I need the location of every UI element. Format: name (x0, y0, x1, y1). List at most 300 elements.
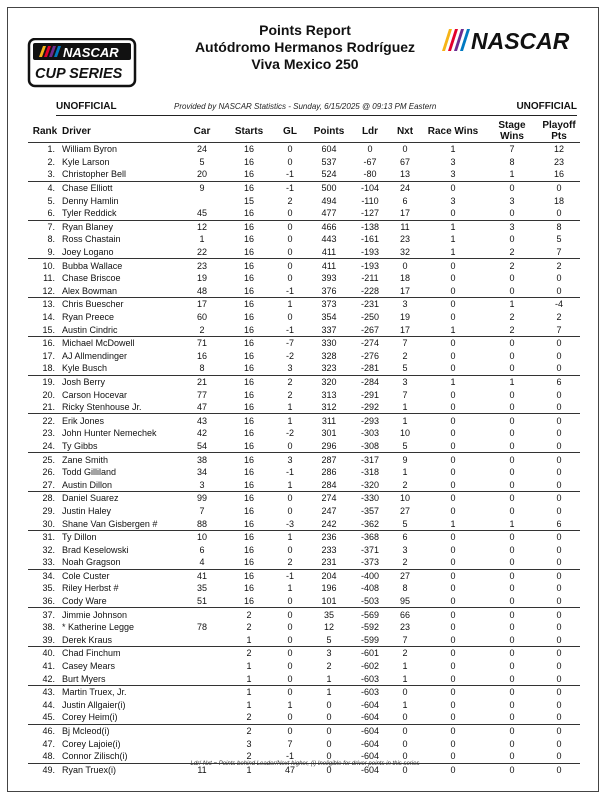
cell-car (178, 672, 226, 685)
cell-ldr: -601 (350, 647, 390, 660)
cell-starts: 16 (243, 467, 254, 478)
cell-gl: 0 (287, 634, 293, 645)
cell-stage-wins: 0 (486, 181, 538, 194)
cell-nxt: 0 (390, 259, 420, 272)
cell-playoff-pts: 0 (556, 479, 562, 490)
cell-gl: -1 (285, 324, 294, 335)
cell-starts: 2 (226, 724, 272, 737)
cell-starts: 16 (243, 208, 254, 219)
table-row (28, 272, 580, 285)
cell-starts: 16 (226, 181, 272, 194)
cell-playoff-pts: 0 (556, 544, 562, 555)
cell-driver: Corey Lajoie(i) (62, 738, 121, 749)
cell-race-wins: 0 (420, 298, 486, 311)
cell-points: 0 (326, 738, 332, 749)
cell-gl: 0 (287, 673, 293, 684)
cell-starts: 16 (226, 453, 272, 466)
cell-car: 6 (199, 544, 205, 555)
cell-points: 0 (326, 751, 332, 762)
cell-rank: 12. (42, 285, 55, 296)
cell-stage-wins: 3 (509, 195, 515, 206)
cell-car: 38 (178, 453, 226, 466)
cell-points: 196 (321, 583, 337, 594)
cell-ldr: 0 (367, 144, 373, 155)
cell-starts: 1 (226, 685, 272, 698)
cell-playoff-pts: 0 (556, 661, 562, 672)
cell-stage-wins: 1 (509, 518, 515, 529)
cell-points: 494 (321, 195, 337, 206)
cell-ldr: -569 (350, 608, 390, 621)
cell-driver: Shane Van Gisbergen # (62, 518, 158, 529)
cell-nxt: 5 (402, 518, 408, 529)
cell-rank: 4. (28, 181, 62, 194)
cell-points: 286 (321, 467, 337, 478)
cell-ldr: -603 (350, 685, 390, 698)
cell-rank: 35. (42, 583, 55, 594)
table-row (28, 285, 580, 298)
cell-points: 5 (326, 634, 332, 645)
cell-rank: 8. (47, 234, 55, 245)
cell-car: 12 (178, 220, 226, 233)
cell-points: 0 (308, 724, 350, 737)
cell-stage-wins: 0 (509, 350, 515, 361)
cell-driver: Ty Gibbs (62, 440, 98, 451)
cell-nxt: 6 (402, 195, 408, 206)
cell-stage-wins: 0 (509, 467, 515, 478)
cell-car: 23 (178, 259, 226, 272)
cell-starts: 16 (243, 285, 254, 296)
cell-ldr: -67 (363, 156, 377, 167)
cell-driver: Jimmie Johnson (62, 608, 178, 621)
cell-nxt: 7 (402, 634, 408, 645)
cell-driver: Carson Hocevar (62, 389, 128, 400)
table-row (28, 582, 580, 595)
cell-gl: 0 (272, 685, 308, 698)
cell-nxt: 0 (390, 763, 420, 776)
cell-ldr: -320 (360, 479, 379, 490)
cell-car: 42 (196, 428, 207, 439)
cell-nxt: 27 (390, 569, 420, 582)
cell-points: 477 (321, 208, 337, 219)
cell-gl: -1 (285, 467, 294, 478)
cell-stage-wins: 0 (509, 234, 515, 245)
cell-race-wins: 0 (420, 181, 486, 194)
meta-divider (56, 115, 577, 116)
cell-starts: 16 (243, 169, 254, 180)
cell-driver: Burt Myers (62, 673, 106, 684)
table-row (28, 492, 580, 505)
cell-rank: 7. (28, 220, 62, 233)
cell-driver: Brad Keselowski (62, 544, 129, 555)
cell-driver: Todd Gilliland (62, 467, 117, 478)
table-row (28, 699, 580, 712)
cell-race-wins: 0 (450, 699, 456, 710)
cell-ldr: -193 (350, 259, 390, 272)
cell-starts: 16 (243, 144, 254, 155)
cell-playoff-pts: 0 (556, 402, 562, 413)
cell-driver: Cody Ware (62, 596, 107, 607)
table-row (28, 401, 580, 414)
cell-starts: 16 (226, 569, 272, 582)
cell-rank: 25. (28, 453, 62, 466)
cell-stage-wins: 0 (509, 285, 515, 296)
cell-stage-wins: 2 (509, 312, 515, 323)
cell-driver: Martin Truex, Jr. (62, 685, 178, 698)
cell-car (178, 724, 226, 737)
cell-starts: 16 (243, 402, 254, 413)
cell-stage-wins: 2 (509, 247, 515, 258)
cell-rank: 2. (47, 156, 55, 167)
logo-left-top-text: NASCAR (63, 45, 119, 60)
cell-race-wins: 0 (450, 208, 456, 219)
cell-stage-wins: 1 (486, 375, 538, 388)
table-row (28, 168, 580, 181)
table-row (28, 414, 580, 427)
cell-nxt: 7 (402, 389, 408, 400)
cell-playoff-pts: 7 (556, 247, 562, 258)
cell-gl: 1 (272, 530, 308, 543)
cell-rank: 43. (28, 685, 62, 698)
cell-nxt: 13 (399, 169, 410, 180)
cell-ldr: -602 (360, 661, 379, 672)
cell-playoff-pts: 0 (556, 634, 562, 645)
cell-playoff-pts: 6 (538, 375, 580, 388)
cell-points: 301 (321, 428, 337, 439)
cell-points: 537 (321, 156, 337, 167)
cell-ldr: -604 (350, 724, 390, 737)
cell-race-wins: 0 (450, 312, 456, 323)
cell-points: 296 (321, 440, 337, 451)
cell-driver: Chase Elliott (62, 181, 178, 194)
cell-ldr: -110 (361, 195, 379, 206)
table-row (28, 181, 580, 194)
table-row (28, 362, 580, 375)
cell-ldr: -274 (350, 336, 390, 349)
cell-race-wins: 1 (450, 324, 456, 335)
cell-nxt: 17 (399, 208, 410, 219)
cell-playoff-pts: 0 (538, 569, 580, 582)
cell-playoff-pts: 0 (538, 763, 580, 776)
cell-driver: Christopher Bell (62, 169, 127, 180)
cell-ldr: -362 (360, 518, 379, 529)
cell-rank: 31. (28, 530, 62, 543)
cell-nxt: 10 (399, 428, 410, 439)
cell-gl: 0 (287, 234, 293, 245)
cell-stage-wins: 0 (486, 336, 538, 349)
cell-ldr: -250 (360, 312, 379, 323)
cell-race-wins: 0 (420, 492, 486, 505)
cell-rank: 15. (42, 324, 55, 335)
cell-driver: Casey Mears (62, 661, 116, 672)
cell-race-wins: 0 (420, 724, 486, 737)
unofficial-label-right: UNOFFICIAL (516, 101, 577, 112)
cell-car: 19 (196, 273, 207, 284)
table-row (28, 621, 580, 634)
cell-stage-wins: 0 (509, 544, 515, 555)
cell-rank: 30. (42, 518, 55, 529)
nascar-cup-series-logo (27, 38, 137, 88)
table-row (28, 259, 580, 272)
cell-ldr: -408 (360, 583, 379, 594)
cell-starts: 16 (226, 298, 272, 311)
cell-rank: 34. (28, 569, 62, 582)
cell-nxt: 5 (402, 440, 408, 451)
cell-playoff-pts: 0 (556, 622, 562, 633)
cell-rank: 44. (42, 699, 55, 710)
cell-points: 12 (323, 622, 334, 633)
cell-gl: 3 (287, 363, 293, 374)
cell-car: 21 (178, 375, 226, 388)
cell-nxt: 32 (399, 247, 410, 258)
cell-nxt: 19 (399, 312, 410, 323)
cell-points: 328 (321, 350, 337, 361)
cell-points: 411 (321, 247, 337, 258)
cell-rank: 14. (42, 312, 55, 323)
cell-car: 17 (178, 298, 226, 311)
report-title: Points Report (259, 22, 351, 38)
cell-starts: 16 (243, 505, 254, 516)
cell-car: 22 (196, 247, 207, 258)
cell-nxt: 17 (399, 285, 410, 296)
cell-nxt: 0 (402, 751, 408, 762)
cell-stage-wins: 3 (486, 220, 538, 233)
cell-ldr: -127 (360, 208, 379, 219)
cell-car: 54 (196, 440, 207, 451)
cell-car: 43 (178, 414, 226, 427)
cell-race-wins: 0 (450, 285, 456, 296)
table-row (28, 634, 580, 647)
cell-starts: 16 (243, 440, 254, 451)
cell-gl: 0 (287, 312, 293, 323)
cell-starts: 2 (226, 608, 272, 621)
cell-points: 466 (308, 220, 350, 233)
cell-car (178, 194, 226, 207)
cell-playoff-pts: 0 (556, 389, 562, 400)
cell-nxt: 2 (402, 479, 408, 490)
cell-ldr: -373 (360, 557, 379, 568)
cell-car: 99 (178, 492, 226, 505)
cell-driver: Erik Jones (62, 414, 178, 427)
cell-nxt: 10 (390, 492, 420, 505)
cell-gl: 0 (287, 156, 293, 167)
cell-car: 71 (178, 336, 226, 349)
cell-rank: 6. (47, 208, 55, 219)
cell-driver: Justin Allgaier(i) (62, 699, 126, 710)
cell-points: 233 (321, 544, 337, 555)
cell-starts: 1 (226, 763, 272, 776)
cell-playoff-pts: 0 (538, 336, 580, 349)
cell-rank: 48. (42, 751, 55, 762)
cell-rank: 16. (28, 336, 62, 349)
cell-driver: Noah Gragson (62, 557, 121, 568)
cell-ldr: -303 (360, 428, 379, 439)
cell-car (178, 737, 226, 750)
cell-driver: Justin Haley (62, 505, 112, 516)
cell-nxt: 6 (390, 530, 420, 543)
cell-nxt: 0 (402, 712, 408, 723)
cell-race-wins: 0 (450, 712, 456, 723)
table-row (28, 246, 580, 259)
cell-race-wins: 0 (450, 557, 456, 568)
cell-race-wins: 0 (450, 673, 456, 684)
cell-car: 24 (196, 144, 207, 155)
cell-points: 3 (308, 647, 350, 660)
cell-nxt: 7 (390, 336, 420, 349)
cell-points: 35 (308, 608, 350, 621)
report-meta (56, 101, 577, 115)
cell-points: 411 (308, 259, 350, 272)
cell-gl: 0 (287, 712, 293, 723)
cell-car (178, 634, 226, 647)
report-titles (140, 22, 470, 73)
cell-rank: 24. (42, 440, 55, 451)
cell-driver: Ryan Preece (62, 312, 115, 323)
cell-starts: 2 (226, 647, 272, 660)
table-row (28, 233, 580, 246)
cell-rank: 32. (42, 544, 55, 555)
cell-race-wins: 0 (420, 530, 486, 543)
cell-nxt: 67 (399, 156, 410, 167)
cell-starts: 1 (246, 673, 252, 684)
cell-driver: Connor Zilisch(i) (62, 751, 128, 762)
cell-points: 354 (321, 312, 337, 323)
cell-rank: 18. (42, 363, 55, 374)
cell-playoff-pts: 0 (538, 492, 580, 505)
col-header-points: Points (308, 120, 350, 143)
cell-stage-wins: 0 (509, 389, 515, 400)
cell-gl: 0 (287, 505, 293, 516)
cell-playoff-pts: 0 (556, 751, 562, 762)
cell-rank: 1. (47, 144, 55, 155)
cell-race-wins: 1 (420, 375, 486, 388)
logo-right-text: NASCAR (471, 28, 570, 53)
cell-gl: 2 (287, 195, 293, 206)
cell-starts: 16 (226, 336, 272, 349)
cell-points: 313 (321, 389, 337, 400)
col-header-rank: Rank (28, 120, 62, 143)
cell-gl: 2 (287, 557, 293, 568)
cell-ldr: -604 (360, 738, 379, 749)
cell-rank: 3. (47, 169, 55, 180)
cell-driver: Daniel Suarez (62, 492, 178, 505)
cell-driver: Zane Smith (62, 453, 178, 466)
cell-nxt: 1 (402, 699, 408, 710)
cell-car (178, 647, 226, 660)
cell-starts: 16 (243, 324, 254, 335)
cell-gl: 1 (287, 583, 293, 594)
cell-gl: 0 (287, 544, 293, 555)
cell-race-wins: 0 (420, 685, 486, 698)
table-row (28, 194, 580, 207)
cell-rank: 27. (42, 479, 55, 490)
table-row (28, 505, 580, 518)
cell-gl: 2 (272, 375, 308, 388)
cell-gl: 0 (287, 144, 293, 155)
cell-playoff-pts: 0 (556, 350, 562, 361)
cell-car: 48 (196, 285, 207, 296)
cell-starts: 1 (246, 699, 252, 710)
cell-playoff-pts: 0 (538, 685, 580, 698)
col-header-car: Car (178, 120, 226, 143)
cell-points: 2 (326, 661, 332, 672)
cell-stage-wins: 0 (486, 647, 538, 660)
cell-race-wins: 1 (450, 518, 456, 529)
cell-nxt: 3 (402, 544, 408, 555)
cell-driver: Austin Cindric (62, 324, 118, 335)
cell-nxt: 9 (390, 453, 420, 466)
cell-gl: 0 (287, 273, 293, 284)
cell-rank: 42. (42, 673, 55, 684)
cell-nxt: 1 (402, 673, 408, 684)
cell-car (178, 699, 226, 712)
cell-nxt: 0 (402, 144, 408, 155)
table-row (28, 556, 580, 569)
cell-rank: 36. (42, 596, 55, 607)
cell-ldr: -357 (360, 505, 379, 516)
cell-starts: 16 (243, 234, 254, 245)
cell-ldr: -308 (360, 440, 379, 451)
cell-ldr: -231 (350, 298, 390, 311)
cell-starts: 16 (243, 363, 254, 374)
cell-playoff-pts: 6 (556, 518, 562, 529)
cell-playoff-pts: 2 (556, 312, 562, 323)
table-row (28, 440, 580, 453)
cell-rank: 45. (42, 712, 55, 723)
cell-stage-wins: 0 (509, 557, 515, 568)
cell-driver: Kyle Busch (62, 363, 108, 374)
cell-gl: -7 (272, 336, 308, 349)
cell-ldr: -599 (360, 634, 379, 645)
cell-ldr: -503 (360, 596, 379, 607)
cell-car: 78 (196, 622, 207, 633)
table-row (28, 724, 580, 737)
cell-car: 20 (196, 169, 207, 180)
cell-stage-wins: 0 (509, 661, 515, 672)
cell-nxt: 2 (390, 647, 420, 660)
cell-race-wins: 0 (450, 634, 456, 645)
cell-stage-wins: 0 (486, 530, 538, 543)
cell-points: 231 (321, 557, 337, 568)
cell-ldr: -604 (360, 699, 379, 710)
cell-driver: Ricky Stenhouse Jr. (62, 402, 142, 413)
cell-ldr: -193 (360, 247, 379, 258)
cell-stage-wins: 0 (509, 673, 515, 684)
cell-points: 604 (321, 144, 337, 155)
cell-playoff-pts: 12 (553, 144, 564, 155)
cell-nxt: 0 (390, 685, 420, 698)
cell-race-wins: 0 (450, 402, 456, 413)
cell-stage-wins: 0 (486, 685, 538, 698)
cell-starts: 16 (243, 156, 254, 167)
cell-nxt: 18 (399, 273, 410, 284)
table-header-row (28, 120, 580, 143)
cell-starts: 16 (226, 220, 272, 233)
cell-ldr: -604 (360, 712, 379, 723)
cell-driver: Chase Briscoe (62, 273, 121, 284)
cell-stage-wins: 0 (509, 622, 515, 633)
cell-starts: 16 (243, 544, 254, 555)
cell-points: 320 (308, 375, 350, 388)
cell-ldr: -161 (360, 234, 379, 245)
cell-race-wins: 0 (420, 259, 486, 272)
cell-stage-wins: 0 (509, 363, 515, 374)
cell-car: 4 (199, 557, 205, 568)
cell-playoff-pts: 0 (556, 363, 562, 374)
cell-car (178, 608, 226, 621)
cell-stage-wins: 2 (486, 259, 538, 272)
cell-driver: Cole Custer (62, 569, 178, 582)
cell-race-wins: 1 (450, 234, 456, 245)
